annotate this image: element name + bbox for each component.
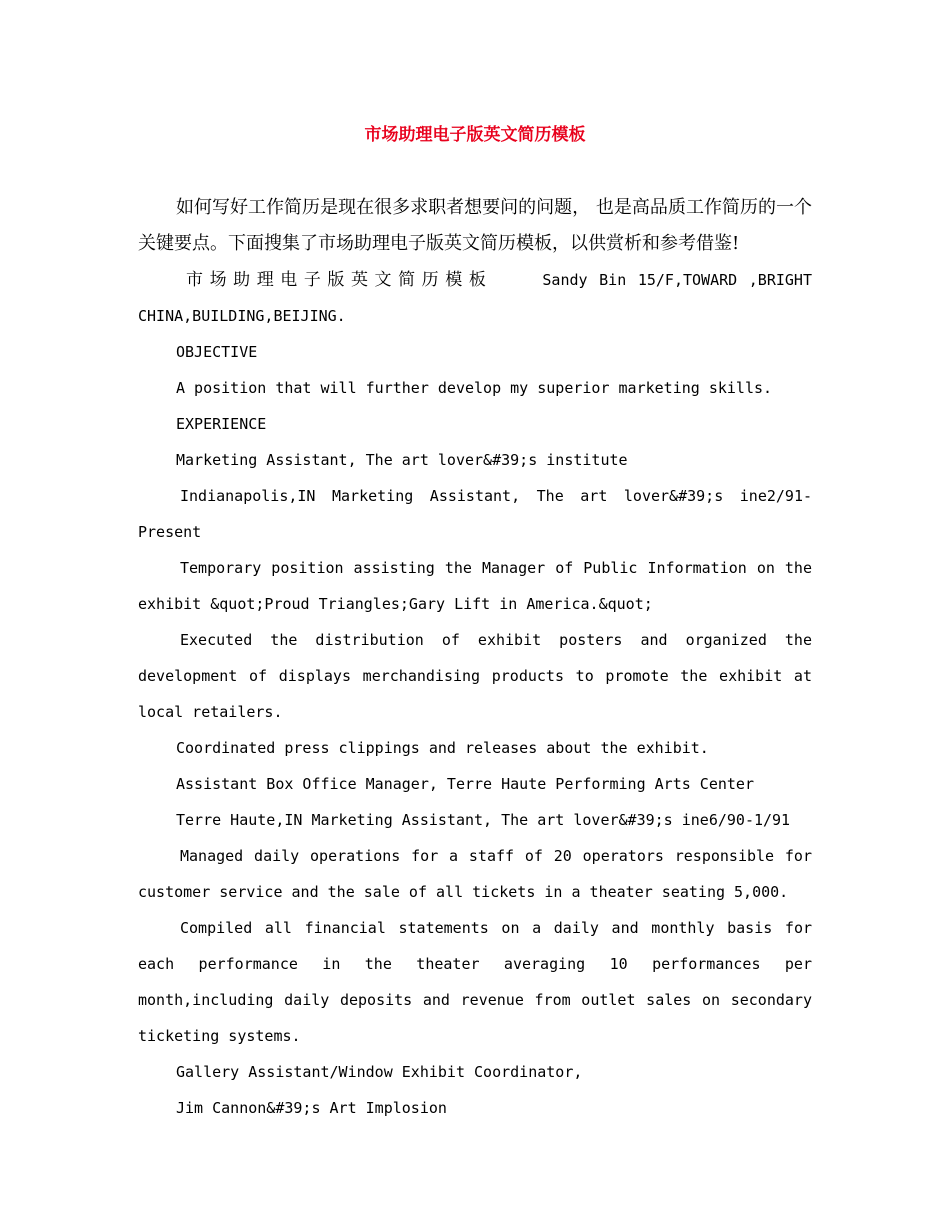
job1-duty1: Temporary position assisting the Manager of Public Information on the exhibit &quot;Proud Triangles;Gary Lift in America.&quot; bbox=[138, 559, 812, 613]
job1-duty2: Executed the distribution of exhibit posters and organized the development of displays merchandising products to promote the exhibit at local retailers. bbox=[138, 631, 812, 721]
job2-duty2: Compiled all financial statements on a daily and monthly basis for each performance in the theater averaging 10 performances per month,including daily deposits and revenue from outlet sales on secondary ticketing systems. bbox=[138, 919, 812, 1045]
contact-info: Sandy Bin 15/F,TOWARD ,BRIGHT CHINA,BUILDING,BEIJING. bbox=[138, 271, 812, 325]
objective-text: A position that will further develop my superior marketing skills. bbox=[176, 379, 773, 397]
job1-location: Indianapolis,IN Marketing Assistant, The art lover&#39;s ine2/91-Present bbox=[138, 487, 812, 541]
document-body bbox=[138, 190, 812, 1126]
heading-contact-line bbox=[138, 262, 812, 334]
job3-org: Jim Cannon&#39;s Art Implosion bbox=[176, 1099, 447, 1117]
job1-duty3: Coordinated press clippings and releases about the exhibit. bbox=[176, 739, 709, 757]
objective-heading: OBJECTIVE bbox=[176, 343, 258, 361]
job3-title: Gallery Assistant/Window Exhibit Coordinator, bbox=[176, 1063, 583, 1081]
intro-paragraph: 如何写好工作简历是现在很多求职者想要问的问题， 也是高品质工作简历的一个关键要点。下面搜集了市场助理电子版英文简历模板，以供赏析和参考借鉴! bbox=[138, 197, 812, 254]
job2-duty1: Managed daily operations for a staff of 20 operators responsible for customer service and the sale of all tickets in a theater seating 5,000. bbox=[138, 847, 812, 901]
job1-title: Marketing Assistant, The art lover&#39;s institute bbox=[176, 451, 628, 469]
job2-title: Assistant Box Office Manager, Terre Haute Performing Arts Center bbox=[176, 775, 754, 793]
experience-heading: EXPERIENCE bbox=[176, 415, 267, 433]
heading-cn: 市场助理电子版英文简历模板 bbox=[186, 270, 493, 290]
document-title: 市场助理电子版英文简历模板 bbox=[364, 125, 586, 145]
job2-location: Terre Haute,IN Marketing Assistant, The art lover&#39;s ine6/90-1/91 bbox=[176, 811, 791, 829]
